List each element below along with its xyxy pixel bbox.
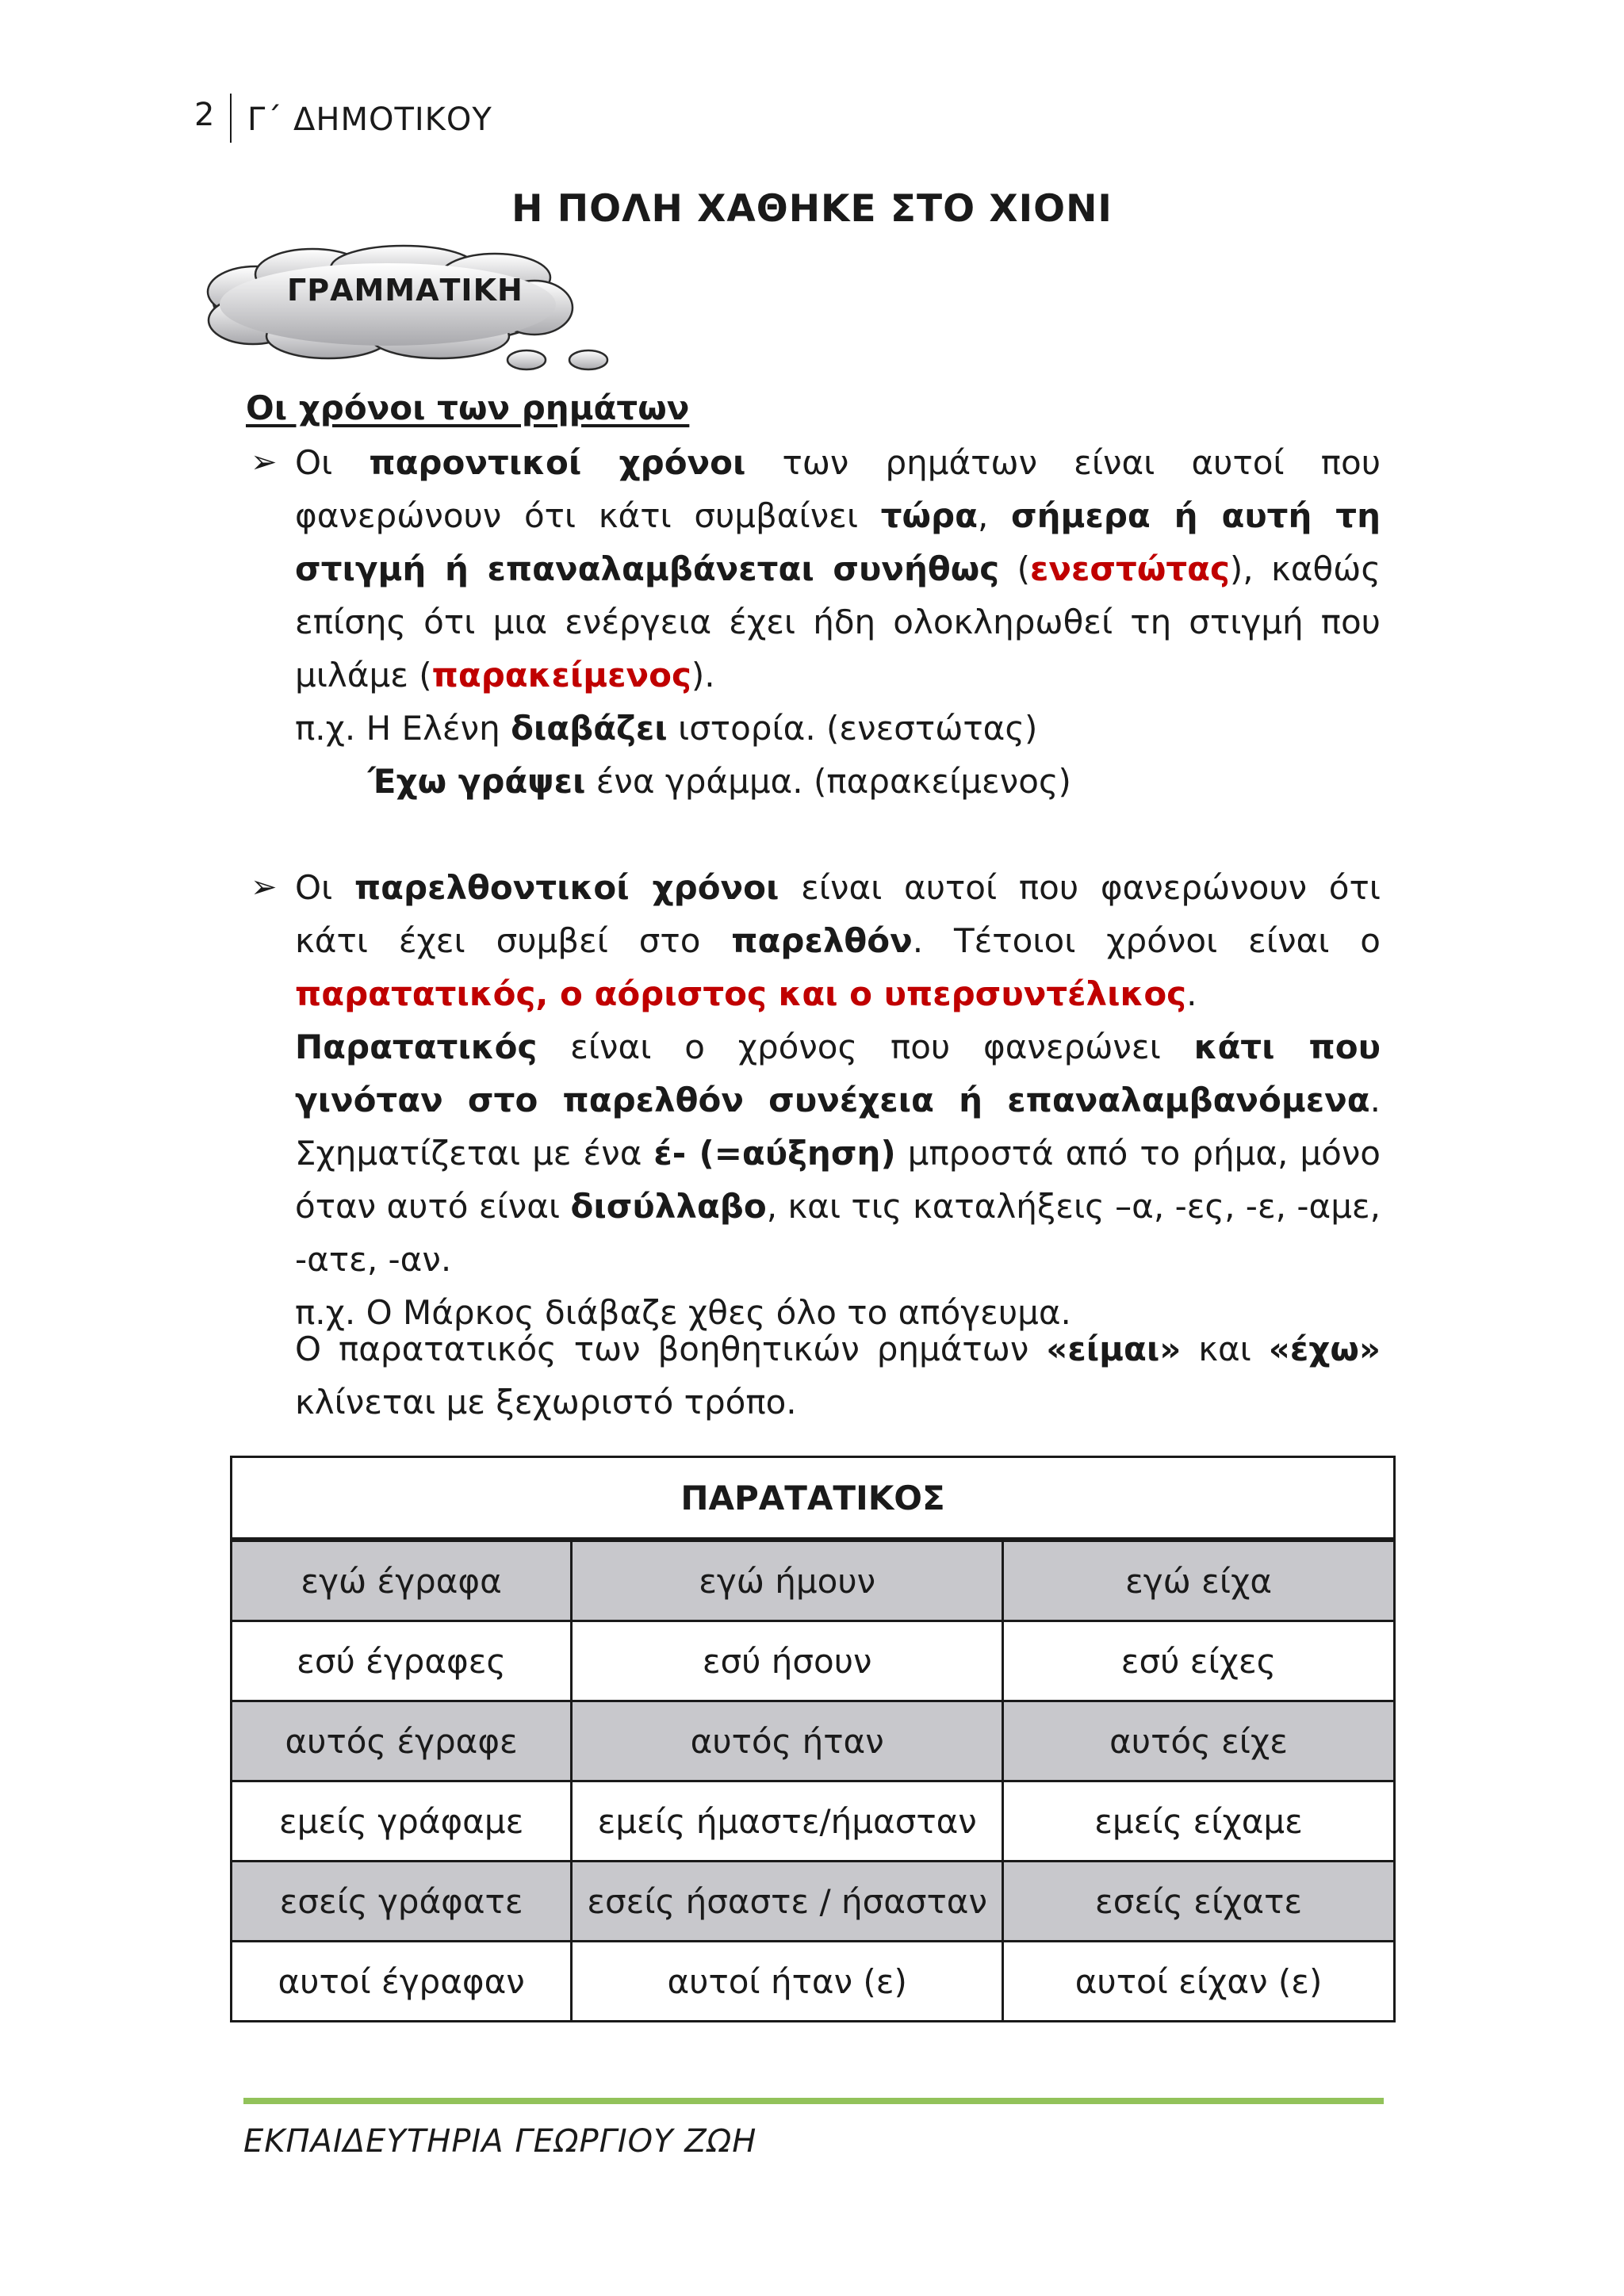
table-row [232,1701,1395,1781]
bullet-arrow-icon: ➢ [251,869,278,905]
page-title: Η ΠΟΛΗ ΧΑΘΗΚΕ ΣΤΟ ΧΙΟΝΙ [511,187,1113,231]
past-tenses-text: Οι παρελθοντικοί χρόνοι είναι αυτοί που φανερώνουν ότι κάτι έχει συμβεί στο παρελθόν. Τέτοιοι χρόνοι είναι ο παρατατικός, ο αόριστος και ο υπερσυντέλικος. [295,868,1381,1013]
example-present: π.χ. Η Ελένη διαβάζει ιστορία. (ενεστώτας) [295,709,1038,748]
table-cell: εμείς ήμαστε/ήμασταν [572,1781,1003,1862]
section-heading: Οι χρόνοι των ρημάτων [246,388,690,427]
table-cell: εσύ ήσουν [572,1621,1003,1701]
table-row [232,1781,1395,1862]
past-tenses-block [251,861,1381,1339]
table-cell: εσείς είχατε [1003,1862,1395,1942]
table-cell: αυτοί είχαν (ε) [1003,1942,1395,2022]
table-cell: εγώ έγραφα [232,1540,572,1621]
cloud-label: ΓΡΑΜΜΑΤΙΚΗ [287,273,523,308]
table-title: ΠΑΡΑΤΑΤΙΚΟΣ [232,1457,1395,1540]
table-cell: αυτοί έγραφαν [232,1942,572,2022]
table-cell: εμείς είχαμε [1003,1781,1395,1862]
table-header-row [232,1457,1395,1540]
imperfect-conjugation-table [230,1456,1396,2022]
table-cell: εγώ ήμουν [572,1540,1003,1621]
auxiliary-verbs-block [251,1322,1381,1429]
table-cell: εγώ είχα [1003,1540,1395,1621]
grade-label: Γ΄ ΔΗΜΟΤΙΚΟΥ [247,101,492,138]
table-row [232,1540,1395,1621]
imperfect-definition: Παρατατικός είναι ο χρόνος που φανερώνει κάτι που γινόταν στο παρελθόν συνέχεια ή επαναλαμβανόμενα. Σχηματίζεται με ένα έ- (=αύξηση) μπροστά από το ρήμα, μόνο όταν αυτό είναι δισύλλαβο, και τις καταλήξεις –α, -ες, -ε, -αμε, -ατε, -αν. [295,1027,1381,1279]
table-cell: αυτός ήταν [572,1701,1003,1781]
present-tenses-text: Οι παροντικοί χρόνοι των ρημάτων είναι αυτοί που φανερώνουν ότι κάτι συμβαίνει τώρα, σήμερα ή αυτή τη στιγμή ή επαναλαμβάνεται συνήθως (ενεστώτας), καθώς επίσης ότι μια ενέργεια έχει ήδη ολοκληρωθεί τη στιγμή που μιλάμε (παρακείμενος). [295,443,1381,695]
footer-divider [243,2098,1384,2104]
table-cell: αυτός έγραφε [232,1701,572,1781]
table-cell: εσύ έγραφες [232,1621,572,1701]
table-cell: εσείς ήσαστε / ήσασταν [572,1862,1003,1942]
present-tenses-block [251,436,1381,808]
auxiliary-verbs-text: Ο παρατατικός των βοηθητικών ρημάτων «είμαι» και «έχω» κλίνεται με ξεχωριστό τρόπο. [295,1330,1381,1422]
table-row [232,1862,1395,1942]
thought-cloud [193,243,622,377]
header-divider [230,94,232,143]
table-cell: αυτοί ήταν (ε) [572,1942,1003,2022]
table-row [232,1621,1395,1701]
table-cell: εμείς γράφαμε [232,1781,572,1862]
table-row [232,1942,1395,2022]
table-cell: εσύ είχες [1003,1621,1395,1701]
bullet-arrow-icon: ➢ [251,444,278,480]
footer-text: ΕΚΠΑΙΔΕΥΤΗΡΙΑ ΓΕΩΡΓΙΟΥ ΖΩΗ [243,2123,757,2160]
table-cell: αυτός είχε [1003,1701,1395,1781]
example-perfect: Έχω γράψει ένα γράμμα. (παρακείμενος) [368,762,1071,801]
page-number: 2 [194,97,215,133]
table-cell: εσείς γράφατε [232,1862,572,1942]
example-imperfect: π.χ. Ο Μάρκος διάβαζε χθες όλο το απόγευμα. [295,1293,1071,1332]
